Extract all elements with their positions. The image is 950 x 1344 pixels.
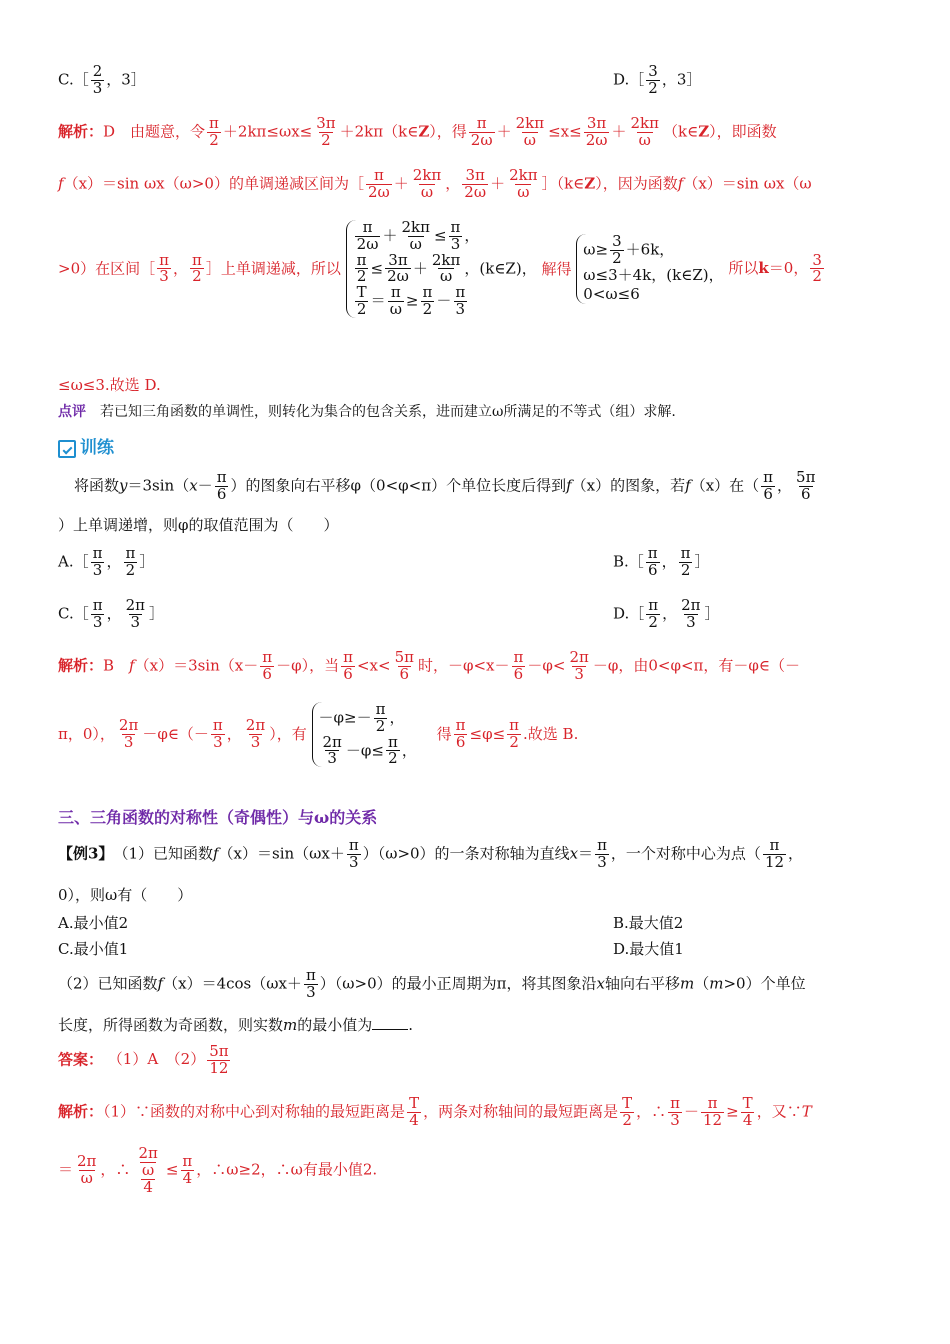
option-d: D.［ $\frac{3}{2}$ ，3］ bbox=[613, 62, 702, 97]
solution-label: 解析： bbox=[58, 122, 104, 141]
solution-1-jiede: 解得 bbox=[541, 259, 572, 278]
solution-1-line-4: ≤ω≤3.故选 D. bbox=[58, 376, 161, 394]
example-3-b: B.最大值2 bbox=[613, 914, 684, 932]
comment-text: 若已知三角函数的单调性，则转化为集合的包含关系，进而建立ω所满足的不等式（组）求解. bbox=[100, 404, 676, 420]
example-3-c: C.最小值1 bbox=[58, 940, 129, 958]
answer-blank bbox=[372, 1029, 408, 1030]
option-c-line: C.［ $\frac{2}{3}$ ，3］ D.［ $\frac{3}{2}$ ，3］ bbox=[58, 62, 702, 97]
practice-solution-line-1: 解析：B f（x）＝3sin（x－ $\frac{\pi}{6}$ －φ），当 $\frac{\pi}{6}$ <x< $\frac{5\pi}{6}$ 时，－φ<x－ $\frac{\pi}{6}$ －φ< $\frac{2\pi}{3}$ －φ，由0<φ<π，有－φ∈（－ bbox=[58, 648, 801, 683]
practice-question-line-1: 将函数y＝3sin（x－ $\frac{\pi}{6}$ ）的图象向右平移φ（0<φ<π）个单位长度后得到f（x）的图象，若f（x）在（ $\frac{\pi}{6}$ ， $\frac{5\pi}{6}$ bbox=[74, 468, 816, 503]
example-3-d: D.最大值1 bbox=[613, 940, 684, 958]
example-3-solution-label: 解析： bbox=[58, 1102, 104, 1121]
practice-title: 训练 bbox=[80, 438, 114, 458]
answer-label: 答案： bbox=[58, 1050, 104, 1069]
example-3-q2-line-1: （2）已知函数f（x）＝4cos（ωx＋ $\frac{\pi}{3}$ ）（ω>0）的最小正周期为π，将其图象沿x轴向右平移m（m>0）个单位 bbox=[58, 966, 806, 1001]
practice-option-b: B.［ $\frac{\pi}{6}$ ， $\frac{\pi}{2}$ ］ bbox=[613, 544, 710, 579]
example-3-line-1: 【例3】 （1）已知函数f（x）＝sin（ωx＋ $\frac{\pi}{3}$ ）（ω>0）的一条对称轴为直线x＝ $\frac{\pi}{3}$ ，一个对称中心为点（ $\frac{\pi}{12}$ ， bbox=[58, 836, 804, 871]
example-3-q2-line-2: 长度，所得函数为奇函数，则实数m的最小值为 . bbox=[58, 1016, 414, 1034]
example-3-solution-line-2: ＝ $\frac{2\pi}{\omega}$ ，∴ $\frac{\frac{2\pi}{\omega}}{4}$ ≤ $\frac{\pi}{4}$ ，∴ω≥2，∴ω有最小值2. bbox=[58, 1144, 378, 1196]
practice-solution-label: 解析： bbox=[58, 656, 104, 675]
example-3-line-2: 0），则ω有（ ） bbox=[58, 886, 193, 904]
training-icon bbox=[58, 440, 76, 458]
example-3-option-c bbox=[58, 940, 892, 958]
example-3-option-a bbox=[58, 914, 892, 932]
example-3-label: 【例3】 bbox=[58, 844, 106, 863]
solution-1-line-2: f（x）＝sin ωx（ω>0）的单调递减区间为［ $\frac{\pi}{2\omega}$ ＋ $\frac{2k\pi}{\omega}$ ， $\frac{3\pi}{2\omega}$ ＋ $\frac{2k\pi}{\omega}$ ］（k∈Z），因为函数f（x）＝sin ωx（ω bbox=[58, 166, 812, 201]
inequality-system-c: －φ≥－ $\frac{\pi}{2}$ ， $\frac{2\pi}{3}$ －φ≤ $\frac{\pi}{2}$ ， bbox=[312, 702, 417, 767]
solution-1-line-3: >0）在区间［ $\frac{\pi}{3}$ ， $\frac{\pi}{2}$ ］上单调递减，所以 $\frac{\pi}{2\omega}$ ＋ $\frac{2k\pi}{\omega}$ ≤ $\frac{\pi}{3}$ ， $\frac{\pi}{2}$ ≤ $\frac{3\pi}{2\omega}$ ＋ $\frac{2k\pi}{\omega}$ ，(k∈Z)， $\frac{T}{2}$ ＝ $\frac{\pi}{\omega}$ ≥ $\frac{\pi}{2}$ － $\frac{\pi}{3}$ 解得 ω≥ $\frac{3}{2}$ ＋6k， ω≤3＋4k，(k∈Z)， 0<ω≤6 所以k＝0， $\frac{3}{2}$ bbox=[58, 218, 822, 318]
comment-label: 点评 bbox=[58, 404, 86, 420]
inequality-system-b: ω≥ $\frac{3}{2}$ ＋6k， ω≤3＋4k，(k∈Z)， 0<ω≤6 bbox=[576, 234, 723, 304]
answer-line: 答案： （1）A （2） $\frac{5\pi}{12}$ bbox=[58, 1042, 229, 1077]
comment-line bbox=[58, 404, 892, 421]
solution-1-line-1: 解析：D 由题意，令 $\frac{\pi}{2}$ ＋2kπ≤ωx≤ $\frac{3\pi}{2}$ ＋2kπ（k∈Z），得 $\frac{\pi}{2\omega}$ ＋ $\frac{2k\pi}{\omega}$ ≤x≤ $\frac{3\pi}{2\omega}$ ＋ $\frac{2k\pi}{\omega}$ （k∈Z），即函数 bbox=[58, 114, 777, 149]
practice-option-a: A.［ $\frac{\pi}{3}$ ， $\frac{\pi}{2}$ ］ B.［ $\frac{\pi}{6}$ ， $\frac{\pi}{2}$ ］ bbox=[58, 544, 710, 579]
practice-solution-line-2: π，0）， $\frac{2\pi}{3}$ －φ∈（－ $\frac{\pi}{3}$ ， $\frac{2\pi}{3}$ ），有 －φ≥－ $\frac{\pi}{2}$ ， $\frac{2\pi}{3}$ －φ≤ $\frac{\pi}{2}$ ， 得 $\frac{\pi}{6}$ ≤φ≤ $\frac{\pi}{2}$ .故选 B. bbox=[58, 700, 579, 768]
practice-option-d: D.［ $\frac{\pi}{2}$ ， $\frac{2\pi}{3}$ ］ bbox=[613, 596, 720, 631]
practice-title-line bbox=[58, 438, 892, 458]
practice-question-line-2: ）上单调递增，则φ的取值范围为（ ） bbox=[58, 516, 339, 534]
example-3-a: A.最小值2 bbox=[58, 914, 129, 932]
example-3-solution-line-1: 解析：（1）∵函数的对称中心到对称轴的最短距离是 $\frac{T}{4}$ ，两条对称轴间的最短距离是 $\frac{T}{2}$ ，∴ $\frac{\pi}{3}$ － $\frac{\pi}{12}$ ≥ $\frac{T}{4}$ ，又∵T bbox=[58, 1094, 812, 1129]
practice-option-c: C.［ $\frac{\pi}{3}$ ， $\frac{2\pi}{3}$ ］ D.［ $\frac{\pi}{2}$ ， $\frac{2\pi}{3}$ ］ bbox=[58, 596, 720, 631]
section-3-title: 三、三角函数的对称性（奇偶性）与ω的关系 bbox=[58, 808, 378, 827]
inequality-system-a: $\frac{\pi}{2\omega}$ ＋ $\frac{2k\pi}{\omega}$ ≤ $\frac{\pi}{3}$ ， $\frac{\pi}{2}$ ≤ $\frac{3\pi}{2\omega}$ ＋ $\frac{2k\pi}{\omega}$ ，(k∈Z)， $\frac{T}{2}$ ＝ $\frac{\pi}{\omega}$ ≥ $\frac{\pi}{2}$ － $\frac{\pi}{3}$ bbox=[346, 220, 537, 318]
